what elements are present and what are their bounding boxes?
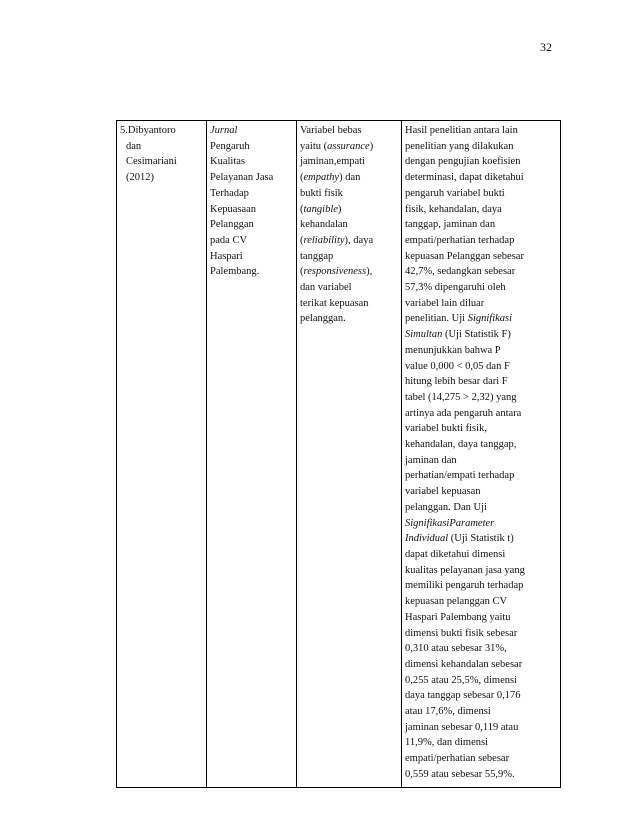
author-line: Cesimariani (126, 156, 177, 168)
result-line-segment: pengaruh variabel bukti (405, 187, 505, 199)
variable-line-segment: ) (337, 203, 342, 215)
title-line: pada CV (210, 234, 248, 246)
result-line (405, 280, 557, 296)
result-line (405, 704, 557, 720)
result-line-segment: kehandalan, daya tanggap, (405, 439, 517, 451)
variable-line-segment: bukti fisik (300, 187, 343, 199)
result-line-segment: tanggap, jaminan dan (405, 219, 496, 231)
variable-line (300, 280, 398, 296)
author-line: (2012) (126, 172, 154, 184)
result-line (405, 406, 557, 422)
title-line: Kualitas (210, 156, 245, 168)
result-line (405, 578, 557, 594)
result-line-segment: Individual (405, 533, 449, 545)
result-line (405, 249, 557, 265)
variable-line-segment: ), (366, 266, 373, 278)
variable-line-segment: tanggap (300, 250, 334, 262)
result-line (405, 720, 557, 736)
result-line-segment: empati/perhatian sebesar (405, 753, 510, 765)
variable-line-segment: dan variabel (300, 282, 352, 294)
result-line-segment: hitung lebih besar dari F (405, 376, 508, 388)
result-line (405, 264, 557, 280)
result-line-segment: (Uji Statistik F) (442, 329, 511, 341)
variable-line (300, 170, 398, 186)
result-line (405, 516, 557, 532)
result-line (405, 311, 557, 327)
result-line-segment: atau 17,6%, dimensi (405, 706, 491, 718)
result-line-segment: tabel (14,275 > 2,32) yang (405, 391, 517, 403)
variable-line-segment: responsiveness (303, 266, 367, 278)
result-line-segment: (Uji Statistik t) (448, 533, 514, 545)
variable-line (300, 264, 398, 280)
result-line-segment: penelitian yang dilakukan (405, 140, 514, 152)
variable-line (300, 186, 398, 202)
variable-line-segment: ( (300, 266, 304, 278)
result-line (405, 123, 557, 139)
result-line-segment: 0,310 atau sebesar 31%, (405, 643, 507, 655)
result-line-segment: fisik, kehandalan, daya (405, 203, 502, 215)
result-line-segment: pelanggan. Dan Uji (405, 501, 487, 513)
variable-line-segment: jaminan,empati (300, 156, 366, 168)
result-line (405, 359, 557, 375)
result-line-segment: variabel kepuasan (405, 486, 481, 498)
variable-line (300, 139, 398, 155)
variable-line-segment: ) dan (339, 172, 361, 184)
result-line (405, 437, 557, 453)
variable-line-segment: pelanggan. (300, 313, 346, 325)
table-row (117, 121, 561, 788)
title-line: Jurnal (210, 125, 238, 136)
variable-line (300, 249, 398, 265)
result-line (405, 468, 557, 484)
result-line-segment: kepuasan pelanggan CV (405, 596, 508, 608)
result-line (405, 202, 557, 218)
title-line: Pelayanan Jasa (210, 172, 274, 184)
result-line (405, 594, 557, 610)
result-line-segment: 11,9%, dan dimensi (405, 737, 489, 749)
variable-line (300, 202, 398, 218)
result-line-segment: value 0,000 < 0,05 dan F (405, 360, 510, 372)
result-line (405, 531, 557, 547)
result-line-segment: dengan pengujian koefisien (405, 156, 521, 168)
result-line (405, 296, 557, 312)
results-cell (402, 121, 561, 788)
result-line (405, 217, 557, 233)
result-line-segment: jaminan dan (405, 454, 457, 466)
result-line-segment: Hasil penelitian antara lain (405, 125, 518, 136)
result-line-segment: jaminan sebesar 0,119 atau (405, 721, 519, 733)
variable-line (300, 217, 398, 233)
result-line (405, 139, 557, 155)
result-line (405, 673, 557, 689)
result-line (405, 751, 557, 767)
result-line (405, 500, 557, 516)
result-line (405, 170, 557, 186)
result-lines (405, 123, 557, 783)
title-line: Kepuasaan (210, 203, 257, 215)
variable-line-segment: reliability (303, 234, 345, 246)
result-line (405, 641, 557, 657)
variable-line (300, 233, 398, 249)
variables-cell (297, 121, 402, 788)
title-lines (210, 123, 293, 280)
result-line (405, 547, 557, 563)
title-line: Haspari (210, 250, 243, 262)
result-line-segment: menunjukkan bahwa P (405, 344, 501, 356)
author-cell (117, 121, 207, 788)
result-line (405, 688, 557, 704)
variable-lines (300, 123, 398, 327)
result-line-segment: variabel lain diluar (405, 297, 485, 309)
title-cell (207, 121, 297, 788)
result-line-segment: memiliki pengaruh terhadap (405, 580, 524, 592)
result-line-segment: dimensi kehandalan sebesar (405, 658, 523, 670)
variable-line-segment: ( (300, 172, 304, 184)
variable-line (300, 123, 398, 139)
result-line-segment: artinya ada pengaruh antara (405, 407, 522, 419)
result-line (405, 390, 557, 406)
result-line (405, 327, 557, 343)
variable-line-segment: ) (369, 140, 374, 152)
result-line (405, 421, 557, 437)
result-line-segment: 0,559 atau sebesar 55,9%. (405, 768, 515, 780)
result-line-segment: determinasi, dapat diketahui (405, 172, 524, 184)
result-line-segment: variabel bukti fisik, (405, 423, 487, 435)
variable-line-segment: ( (300, 203, 304, 215)
result-line (405, 374, 557, 390)
author-line: dan (126, 140, 142, 152)
title-line: Pelanggan (210, 219, 254, 231)
variable-line-segment: empathy (303, 172, 340, 184)
variable-line-segment: kehandalan (300, 219, 348, 231)
author-line: 5.Dibyantoro (120, 125, 176, 136)
result-line (405, 626, 557, 642)
result-line (405, 343, 557, 359)
result-line-segment: 0,255 atau 25,5%, dimensi (405, 674, 517, 686)
page-number: 32 (540, 40, 552, 54)
result-line (405, 233, 557, 249)
variable-line-segment: tangible (303, 203, 338, 215)
result-line (405, 453, 557, 469)
variable-line-segment: Variabel bebas (300, 125, 362, 136)
result-line-segment: SignifikasiParameter (405, 517, 495, 529)
result-line-segment: kualitas pelayanan jasa yang (405, 564, 525, 576)
result-line-segment: daya tanggap sebesar 0,176 (405, 690, 521, 702)
variable-line (300, 296, 398, 312)
variable-line-segment: terikat kepuasan (300, 297, 369, 309)
variable-line-segment: ), daya (344, 234, 374, 246)
result-line-segment: Simultan (405, 329, 443, 341)
variable-line-segment: yaitu ( (300, 140, 328, 152)
result-line (405, 563, 557, 579)
result-line-segment: dapat diketahui dimensi (405, 548, 506, 560)
variable-line (300, 154, 398, 170)
title-line: Terhadap (210, 187, 249, 199)
variable-line-segment: ( (300, 234, 304, 246)
result-line-segment: 57,3% dipengaruhi oleh (405, 282, 506, 294)
result-line-segment: penelitian. Uji (405, 313, 468, 325)
result-line (405, 610, 557, 626)
result-line (405, 154, 557, 170)
result-line-segment: kepuasan Pelanggan sebesar (405, 250, 524, 262)
result-line-segment: perhatian/empati terhadap (405, 470, 515, 482)
result-line (405, 767, 557, 783)
result-line-segment: 42,7%, sedangkan sebesar (405, 266, 516, 278)
result-line-segment: empati/perhatian terhadap (405, 234, 515, 246)
result-line (405, 186, 557, 202)
research-table (116, 120, 561, 788)
author-lines (120, 123, 203, 186)
variable-line (300, 311, 398, 327)
result-line-segment: Haspari Palembang yaitu (405, 611, 511, 623)
result-line-segment: dimensi bukti fisik sebesar (405, 627, 518, 639)
result-line-segment: Signifikasi (467, 313, 513, 325)
result-line (405, 735, 557, 751)
result-line (405, 484, 557, 500)
title-line: Pengaruh (210, 140, 250, 152)
variable-line-segment: assurance (327, 140, 370, 152)
result-line (405, 657, 557, 673)
title-line: Palembang. (210, 266, 260, 278)
